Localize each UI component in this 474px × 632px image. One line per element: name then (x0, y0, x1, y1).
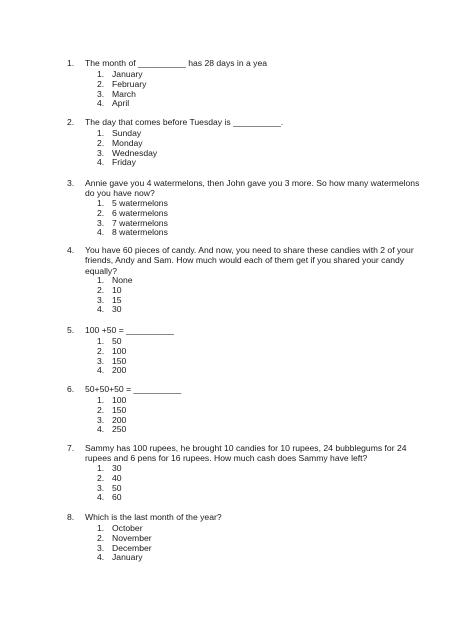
option-text: 200 (112, 414, 127, 425)
option-number: 3. (97, 88, 105, 99)
answer-option (0, 208, 474, 218)
question-number: 1. (67, 58, 75, 68)
option-number: 2. (97, 472, 105, 483)
option-text: 7 watermelons (112, 217, 168, 228)
answer-option (0, 424, 474, 434)
option-number: 4. (97, 365, 105, 376)
option-number: 1. (97, 336, 105, 346)
option-text: 40 (112, 472, 122, 483)
option-number: 2. (97, 207, 105, 218)
option-number: 3. (97, 147, 105, 158)
question-text: Which is the last month of the year? (85, 512, 222, 522)
option-text: 100 (112, 345, 127, 356)
answer-option (0, 89, 474, 99)
option-text: January (112, 552, 143, 563)
option-text: 50 (112, 482, 122, 493)
answer-option (0, 157, 474, 167)
option-text: February (112, 78, 147, 89)
answer-option (0, 523, 474, 533)
option-text: 30 (112, 304, 122, 315)
question-number: 3. (67, 178, 75, 188)
option-text: Wednesday (112, 147, 158, 158)
answer-option (0, 543, 474, 553)
option-text: 50 (112, 336, 122, 346)
answer-option (0, 285, 474, 295)
answer-option (0, 148, 474, 158)
option-text: 15 (112, 294, 122, 305)
option-number: 4. (97, 157, 105, 168)
option-text: 150 (112, 355, 127, 366)
option-text: 6 watermelons (112, 207, 168, 218)
answer-option (0, 533, 474, 543)
option-number: 3. (97, 294, 105, 305)
answer-option (0, 346, 474, 356)
answer-option (0, 356, 474, 366)
answer-option (0, 405, 474, 415)
option-text: March (112, 88, 136, 99)
answer-option (0, 395, 474, 405)
option-text: 60 (112, 492, 122, 503)
answer-option (0, 552, 474, 562)
option-text: 8 watermelons (112, 227, 168, 238)
answer-option (0, 218, 474, 228)
answer-option (0, 365, 474, 375)
option-text: 30 (112, 463, 122, 473)
option-text: April (112, 98, 130, 109)
answer-option (0, 336, 474, 346)
answer-option (0, 198, 474, 208)
option-text: Monday (112, 137, 143, 148)
question-text: Annie gave you 4 watermelons, then John gave you 3 more. So how many watermelons do you have now? (85, 178, 420, 199)
option-text: 250 (112, 424, 127, 435)
option-number: 1. (97, 69, 105, 79)
option-text: 100 (112, 395, 127, 405)
option-text: 150 (112, 404, 127, 415)
question-text: The month of __________ has 28 days in a yea (85, 58, 268, 68)
option-number: 4. (97, 424, 105, 435)
answer-option (0, 483, 474, 493)
question-text: The day that comes before Tuesday is __________. (85, 117, 284, 127)
option-text: November (112, 532, 152, 543)
option-number: 4. (97, 492, 105, 503)
question-number: 8. (67, 512, 75, 522)
option-number: 1. (97, 395, 105, 405)
question-number: 6. (67, 384, 75, 394)
option-text: Sunday (112, 128, 142, 138)
option-number: 3. (97, 217, 105, 228)
option-number: 4. (97, 552, 105, 563)
answer-option (0, 473, 474, 483)
option-number: 3. (97, 355, 105, 366)
option-number: 1. (97, 128, 105, 138)
answer-option (0, 415, 474, 425)
option-number: 2. (97, 404, 105, 415)
option-number: 2. (97, 345, 105, 356)
question-number: 7. (67, 443, 75, 453)
option-number: 2. (97, 284, 105, 295)
answer-option (0, 295, 474, 305)
answer-option (0, 69, 474, 79)
option-number: 1. (97, 463, 105, 473)
answer-option (0, 304, 474, 314)
answer-option (0, 138, 474, 148)
answer-option (0, 463, 474, 473)
answer-option (0, 128, 474, 138)
option-text: 200 (112, 365, 127, 376)
option-number: 4. (97, 227, 105, 238)
option-number: 3. (97, 542, 105, 553)
question-number: 2. (67, 117, 75, 127)
option-text: Friday (112, 157, 136, 168)
option-number: 2. (97, 78, 105, 89)
question-text: You have 60 pieces of candy. And now, you need to share these candies with 2 of your friends, Andy and Sam. How much would each of them get if you shared your candy equally? (85, 245, 414, 276)
question-text: 50+50+50 = __________ (85, 384, 182, 394)
option-number: 2. (97, 532, 105, 543)
option-text: January (112, 69, 143, 79)
answer-option (0, 79, 474, 89)
option-text: None (112, 275, 133, 285)
question-number: 5. (67, 325, 75, 335)
option-number: 4. (97, 304, 105, 315)
question-text: 100 +50 = __________ (85, 325, 174, 335)
option-text: 5 watermelons (112, 198, 168, 208)
answer-option (0, 98, 474, 108)
option-number: 2. (97, 137, 105, 148)
option-text: 10 (112, 284, 122, 295)
answer-option (0, 275, 474, 285)
option-number: 4. (97, 98, 105, 109)
option-number: 1. (97, 275, 105, 285)
option-number: 3. (97, 482, 105, 493)
option-text: December (112, 542, 152, 553)
option-text: October (112, 523, 143, 533)
question-text: Sammy has 100 rupees, he brought 10 candies for 10 rupees, 24 bubblegums for 24 rupees and 6 pens for 16 rupees. How much cash does Sammy have left? (85, 443, 407, 464)
question-number: 4. (67, 245, 75, 255)
option-number: 3. (97, 414, 105, 425)
option-number: 1. (97, 523, 105, 533)
answer-option (0, 492, 474, 502)
answer-option (0, 227, 474, 237)
option-number: 1. (97, 198, 105, 208)
